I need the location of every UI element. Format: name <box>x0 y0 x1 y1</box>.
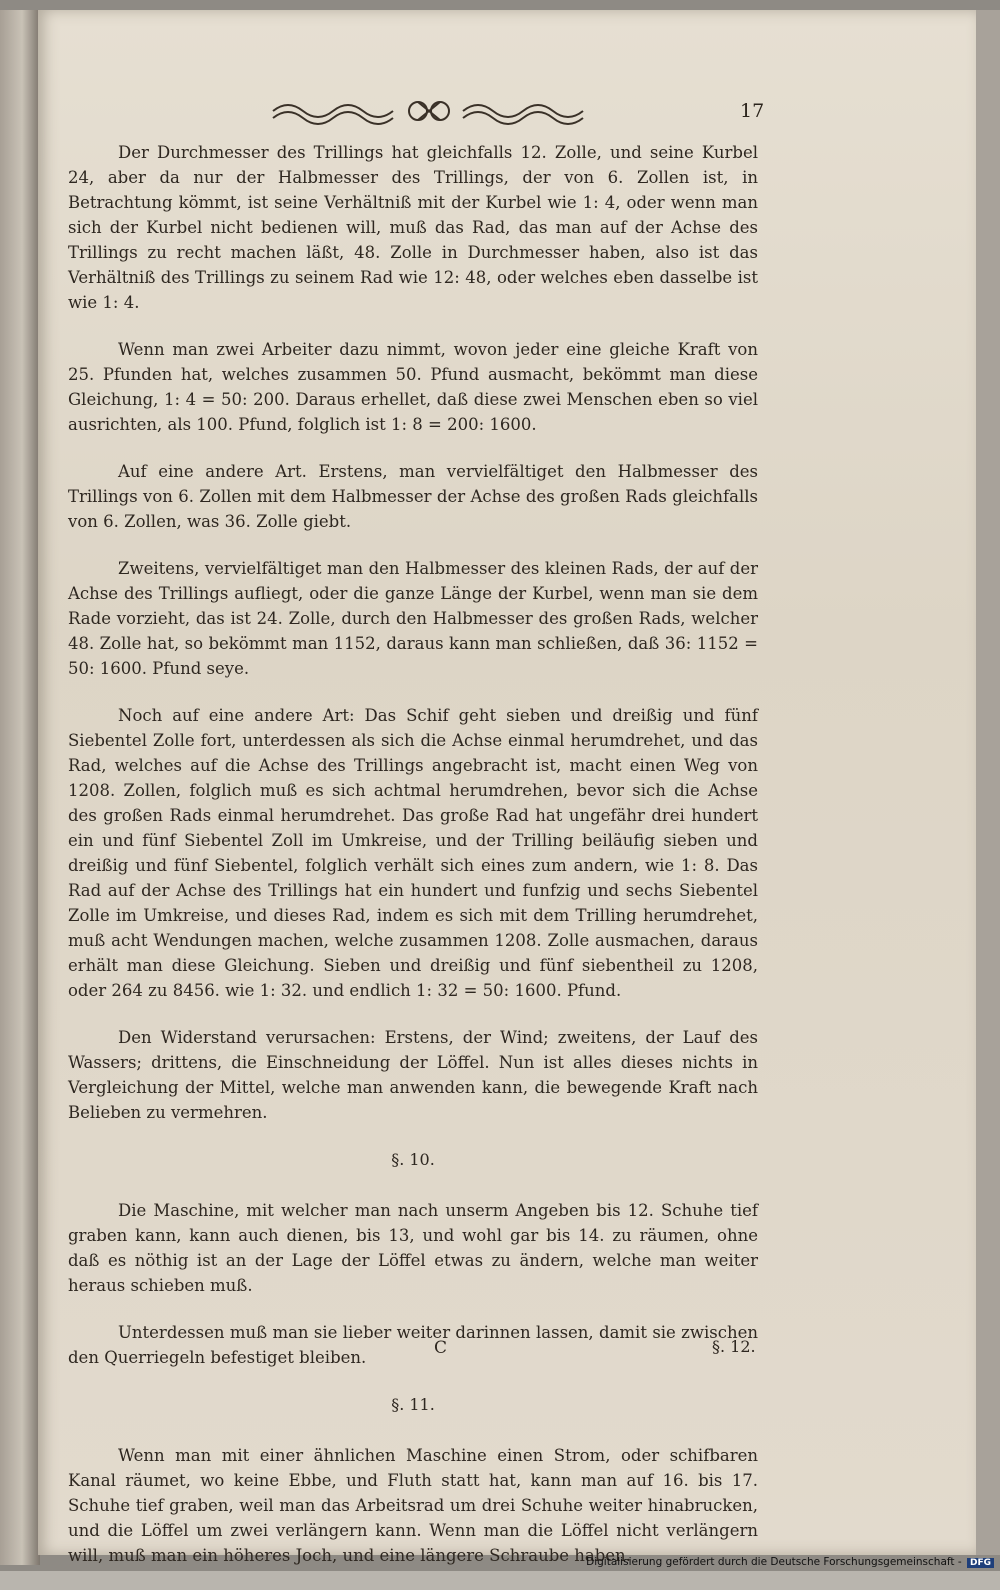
paragraph: Wenn man zwei Arbeiter dazu nimmt, wovon jeder eine gleiche Kraft von 25. Pfunden hat, welches zusammen 50. Pfund ausmacht, bekömmt man diese Gleichung, 1: 4 = 50: 200. Daraus erhellet, daß diese zwei Menschen eben so viel ausrichten, als 100. Pfund, folglich ist 1: 8 = 200: 1600. <box>68 340 758 434</box>
dfg-logo: DFG <box>967 1558 994 1568</box>
paragraph: Auf eine andere Art. Erstens, man vervielfältiget den Halbmesser des Trillings von 6. Zollen mit dem Halbmesser der Achse des großen Rads gleichfalls von 6. Zollen, was 36. Zolle giebt. <box>68 462 758 531</box>
paragraph: Noch auf eine andere Art: Das Schif geht sieben und dreißig und fünf Siebentel Zolle fort, unterdessen als sich die Achse einmal herumdrehet, und das Rad, welches auf die Achse des Trillings angebracht ist, macht einen Weg von 1208. Zollen, folglich muß es sich achtmal herumdrehen, bevor sich die Achse des großen Rads einmal herumdrehet. Das große Rad hat ungefähr drei hundert ein und fünf Siebentel Zoll im Umkreise, und der Trilling beiläufig sieben und dreißig und fünf Siebentel, folglich verhält sich eines zum andern, wie 1: 8. Das Rad auf der Achse des Trillings hat ein hundert und funfzig und sechs Siebentel Zolle im Umkreise, und dieses Rad, indem es sich mit dem Trilling herumdrehet, muß acht Wendungen machen, welche zusammen 1208. Zolle ausmachen, daraus erhält man diese Gleichung. Sieben und dreißig und fünf siebentheil zu 1208, oder 264 zu 8456. wie 1: 32. und endlich 1: 32 = 50: 1600. Pfund. <box>68 706 758 1000</box>
signature-mark: C <box>434 1338 448 1358</box>
opposite-page-bleed-text: ​ <box>1 212 3 224</box>
paragraph: Die Maschine, mit welcher man nach unserm Angeben bis 12. Schuhe tief graben kann, kann auch dienen, bis 13, und wohl gar bis 14. zu räumen, ohne daß es nöthig ist an der Lage der Löffel etwas zu ändern, welche man weiter heraus schieben muß. <box>68 1201 758 1295</box>
page-body <box>68 140 758 1590</box>
paragraph: Unterdessen muß man sie lieber weiter darinnen lassen, damit sie zwischen den Querriegeln befestiget bleiben. <box>68 1323 758 1367</box>
paragraph: Der Durchmesser des Trillings hat gleichfalls 12. Zolle, und seine Kurbel 24, aber da nur der Halbmesser des Trillings, der von 6. Zollen ist, in Betrachtung kömmt, ist seine Verhältniß mit der Kurbel wie 1: 4, oder wenn man sich der Kurbel nicht bedienen will, muß das Rad, das man auf der Achse des Trillings zu recht machen läßt, 48. Zolle in Durchmesser haben, also ist das Verhältniß des Trillings zu seinem Rad wie 12: 48, oder welches eben dasselbe ist wie 1: 4. <box>68 143 758 312</box>
funding-note <box>586 1556 994 1568</box>
funding-note-text: Digitalisierung gefördert durch die Deutsche Forschungsgemeinschaft - <box>586 1556 962 1568</box>
section-heading-10: §. 10. <box>391 1150 435 1169</box>
paragraph: Wenn man mit einer ähnlichen Maschine einen Strom, oder schifbaren Kanal räumet, wo keine Ebbe, und Fluth statt hat, kann man auf 16. bis 17. Schuhe tief graben, weil man das Arbeitsrad um drei Schuhe weiter hinabrucken, und die Löffel um zwei verlängern kann. Wenn man die Löffel nicht verlängern will, muß man ein höheres Joch, und eine längere Schraube haben. <box>68 1446 758 1565</box>
header-ornament <box>268 96 588 126</box>
opposite-page-edge <box>0 10 40 1565</box>
paragraph: Den Widerstand verursachen: Erstens, der Wind; zweitens, der Lauf des Wassers; drittens, die Einschneidung der Löffel. Nun ist alles dieses nichts in Vergleichung der Mittel, welche man anwenden kann, die bewegende Kraft nach Belieben zu vermehren. <box>68 1028 758 1122</box>
section-heading-11: §. 11. <box>391 1395 435 1414</box>
page-number: 17 <box>740 100 765 122</box>
catchword: §. 12. <box>712 1337 756 1356</box>
scan-margin-right <box>976 10 1000 1555</box>
paragraph: Zweitens, vervielfältiget man den Halbmesser des kleinen Rads, der auf der Achse des Trillings aufliegt, oder die ganze Länge der Kurbel, wenn man sie dem Rade vorzieht, das ist 24. Zolle, durch den Halbmesser des großen Rads, welcher 48. Zolle hat, so bekömmt man 1152, daraus kann man schließen, daß 36: 1152 = 50: 1600. Pfund seye. <box>68 559 758 678</box>
